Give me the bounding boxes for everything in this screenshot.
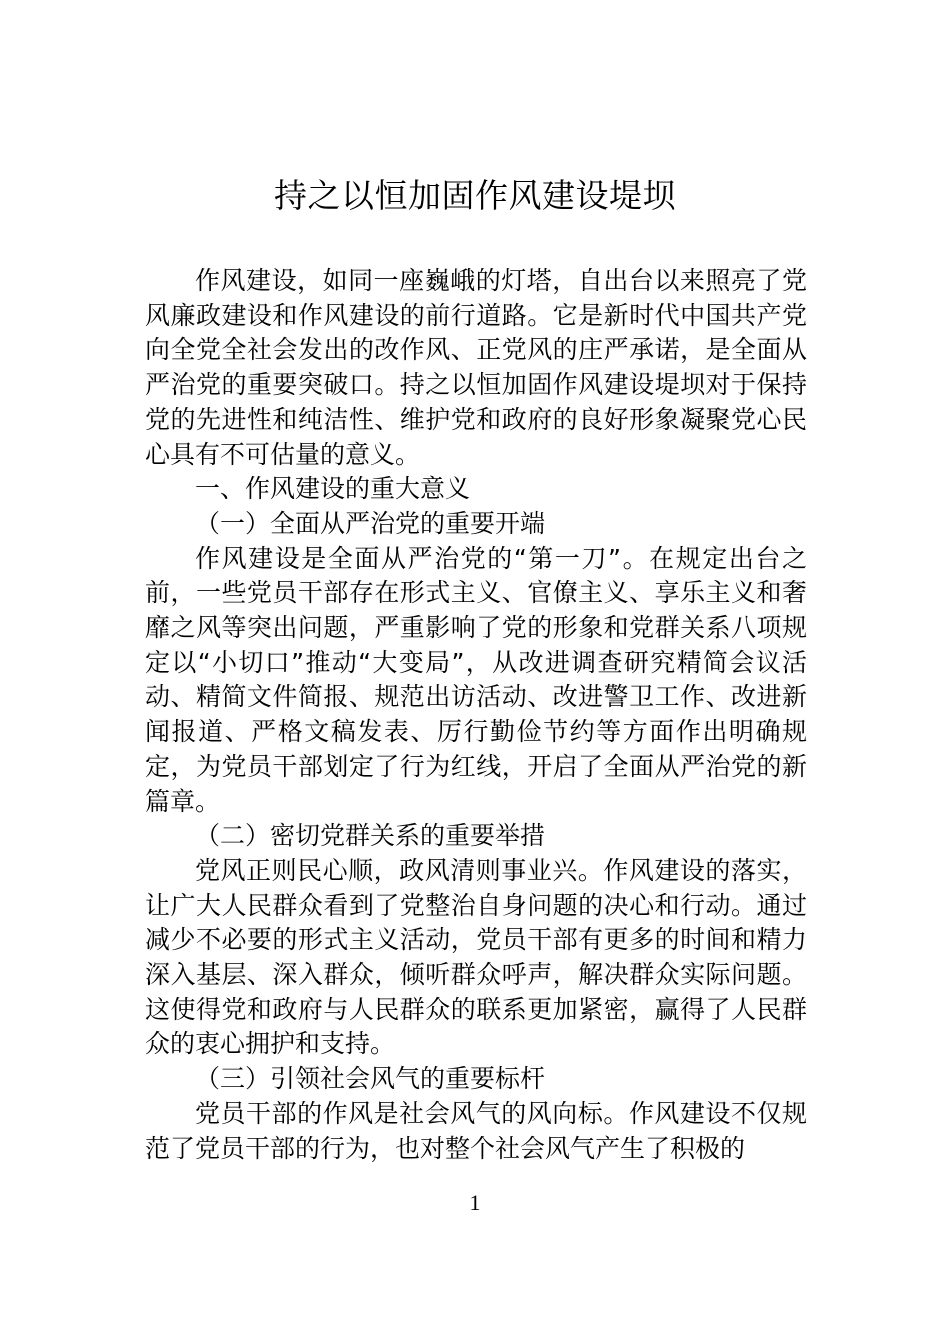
subsection-paragraph-3: 党员干部的作风是社会风气的风向标。作风建设不仅规范了党员干部的行为，也对整个社会风气产生了积极的 [145, 1098, 807, 1163]
page-number: 1 [469, 1190, 481, 1215]
document-title: 持之以恒加固作风建设堤坝 [274, 176, 676, 215]
document-body [145, 264, 807, 1166]
subsection-heading-1: （一）全面从严治党的重要开端 [195, 508, 546, 538]
subsection-heading-3: （三）引领社会风气的重要标杆 [195, 1064, 546, 1094]
subsection-heading-2: （二）密切党群关系的重要举措 [195, 821, 546, 851]
subsection-paragraph-1: 作风建设是全面从严治党的“第一刀”。在规定出台之前，一些党员干部存在形式主义、官僚主义、享乐主义和奢靡之风等突出问题，严重影响了党的形象和党群关系八项规定以“小切口”推动“大变局”，从改进调查研究精简会议活动、精简文件简报、规范出访活动、改进警卫工作、改进新闻报道、严格文稿发表、厉行勤俭节约等方面作出明确规定，为党员干部划定了行为红线，开启了全面从严治党的新篇章。 [145, 543, 807, 816]
section-heading-1: 一、作风建设的重大意义 [195, 474, 471, 504]
intro-paragraph: 作风建设，如同一座巍峨的灯塔，自出台以来照亮了党风廉政建设和作风建设的前行道路。它是新时代中国共产党向全党全社会发出的改作风、正党风的庄严承诺，是全面从严治党的重要突破口。持之以恒加固作风建设堤坝对于保持党的先进性和纯洁性、维护党和政府的良好形象凝聚党心民心具有不可估量的意义。 [145, 266, 807, 469]
subsection-paragraph-2: 党风正则民心顺，政风清则事业兴。作风建设的落实，让广大人民群众看到了党整治自身问题的决心和行动。通过减少不必要的形式主义活动，党员干部有更多的时间和精力深入基层、深入群众，倾听群众呼声，解决群众实际问题。这使得党和政府与人民群众的联系更加紧密，赢得了人民群众的衷心拥护和支持。 [145, 855, 807, 1059]
